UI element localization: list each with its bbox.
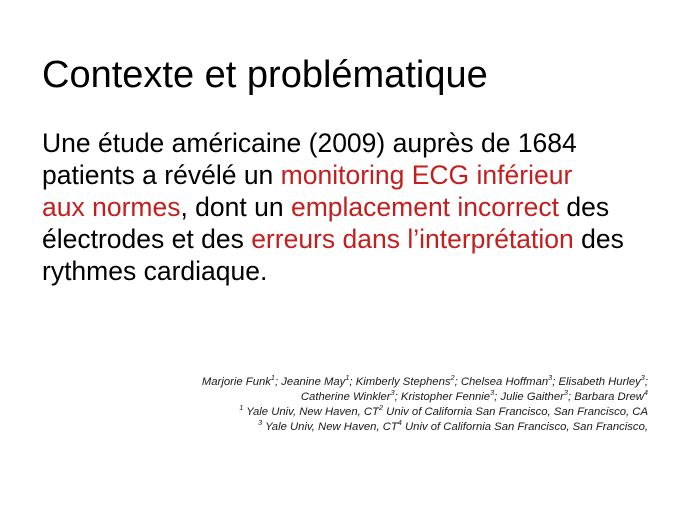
body-line (42, 223, 624, 255)
highlighted-text: aux normes (42, 192, 181, 222)
superscript-marker: 4 (397, 418, 402, 428)
citation-text: ; (644, 376, 648, 388)
slide-body-text (42, 127, 624, 287)
citation-text: Marjorie Funk (201, 376, 271, 388)
citation-line (202, 405, 648, 420)
superscript-marker: 3 (548, 373, 553, 383)
citation-text: ; Barbara Drew (567, 391, 644, 403)
citation-text: ; Elisabeth Hurley (552, 376, 641, 388)
body-line (42, 159, 624, 191)
superscript-marker: 3 (390, 388, 395, 398)
body-line (42, 191, 624, 223)
superscript-marker: 3 (490, 388, 495, 398)
citation-line (202, 390, 648, 405)
citation-line (202, 420, 648, 435)
superscript-marker: 2 (450, 373, 455, 383)
body-line (42, 255, 624, 287)
citation-text: ; Kimberly Stephens (349, 376, 451, 388)
citation-text: ; Jeanine May (275, 376, 346, 388)
citation-text: Yale Univ, New Haven, CT (243, 406, 379, 418)
body-text-segment: rythmes cardiaque. (42, 256, 268, 286)
citation-text: Univ of California San Francisco, San Francisco, (401, 421, 648, 433)
superscript-marker: 3 (563, 388, 568, 398)
highlighted-text: erreurs dans l’interprétation (251, 224, 574, 254)
superscript-marker: 2 (378, 403, 384, 413)
body-text-segment: Une étude américaine (2009) auprès de 1684 (42, 128, 577, 158)
citation-text: ; Julie Gaither (494, 391, 564, 403)
citation-text: ; Kristopher Fennie (394, 391, 491, 403)
superscript-marker: 1 (270, 373, 275, 383)
superscript-marker: 3 (640, 373, 645, 383)
body-line (42, 127, 624, 159)
highlighted-text: emplacement incorrect (290, 192, 560, 222)
superscript-marker: 4 (643, 388, 648, 398)
body-text-segment: patients a révélé un (42, 160, 281, 190)
citation-line (202, 375, 648, 390)
body-text-segment: , dont un (180, 192, 291, 222)
body-text-segment: des (559, 192, 610, 222)
body-text-segment: des (573, 224, 624, 254)
citation-text: Yale Univ, New Haven, CT (262, 421, 398, 433)
superscript-marker: 1 (345, 373, 350, 383)
citation-block (202, 375, 648, 435)
superscript-marker: 1 (239, 403, 244, 413)
citation-text: ; Chelsea Hoffman (454, 376, 549, 388)
body-text-segment: électrodes et des (42, 224, 252, 254)
citation-text: Catherine Winkler (300, 391, 391, 403)
citation-text: Univ of California San Francisco, San Francisco, CA (383, 406, 648, 418)
highlighted-text: monitoring ECG inférieur (280, 160, 573, 190)
slide-title: Contexte et problématique (42, 54, 488, 96)
superscript-marker: 3 (258, 418, 263, 428)
